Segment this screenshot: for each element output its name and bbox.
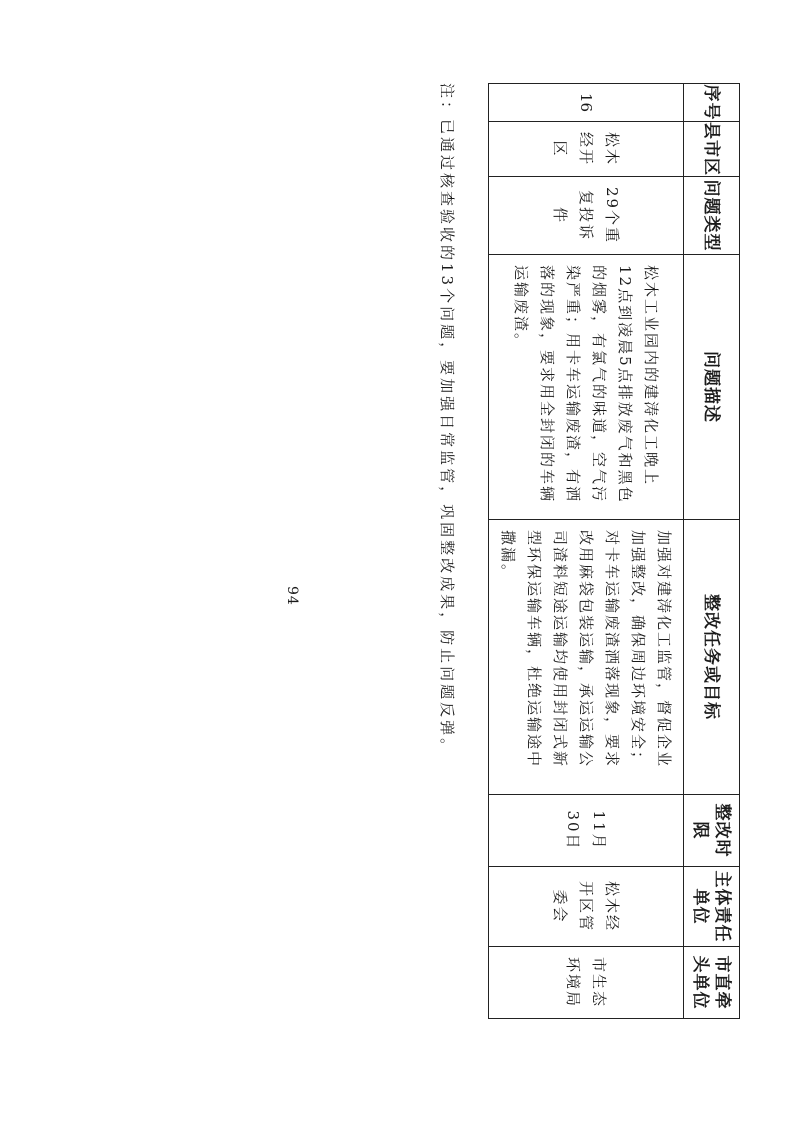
rotated-content	[0, 41, 740, 1081]
cell-seq: 16	[489, 84, 684, 122]
header-type: 问题类型	[684, 177, 740, 255]
cell-type: 29个重复投诉件	[489, 177, 684, 255]
header-deadline: 整改时限	[684, 795, 740, 867]
table-row	[489, 84, 684, 1019]
header-responsible: 主体责任单位	[684, 867, 740, 947]
rectification-table	[488, 83, 740, 1019]
cell-lead: 市生态环境局	[489, 947, 684, 1019]
cell-target: 加强对建涛化工监管，督促企业加强整改，确保周边环境安全；对卡车运输废渣洒落现象，要求改用麻袋包装运输，承运运输公司渣料短途运输均使用封闭式新型环保运输车辆，杜绝运输途中撒漏。	[489, 520, 684, 795]
table-note: 注：已通过核查验收的13个问题，要加强日常监管，巩固整改成果，防止问题反弹。	[438, 83, 456, 757]
page-number: 94	[284, 586, 300, 606]
cell-desc: 松木工业园内的建涛化工晚上12点到凌晨5点排放废气和黑色的烟雾，有氯气的味道，空气污染严重；用卡车运输废渣，有洒落的现象，要求用全封闭的车辆运输废渣。	[489, 255, 684, 520]
header-desc: 问题描述	[684, 255, 740, 520]
header-lead: 市直牵头单位	[684, 947, 740, 1019]
header-seq: 序号	[684, 84, 740, 122]
cell-deadline: 11月30日	[489, 795, 684, 867]
table-header-row	[684, 84, 740, 1019]
cell-district: 松木经开区	[489, 122, 684, 177]
cell-responsible: 松木经开区管委会	[489, 867, 684, 947]
header-target: 整改任务或目标	[684, 520, 740, 795]
header-district: 县市区	[684, 122, 740, 177]
